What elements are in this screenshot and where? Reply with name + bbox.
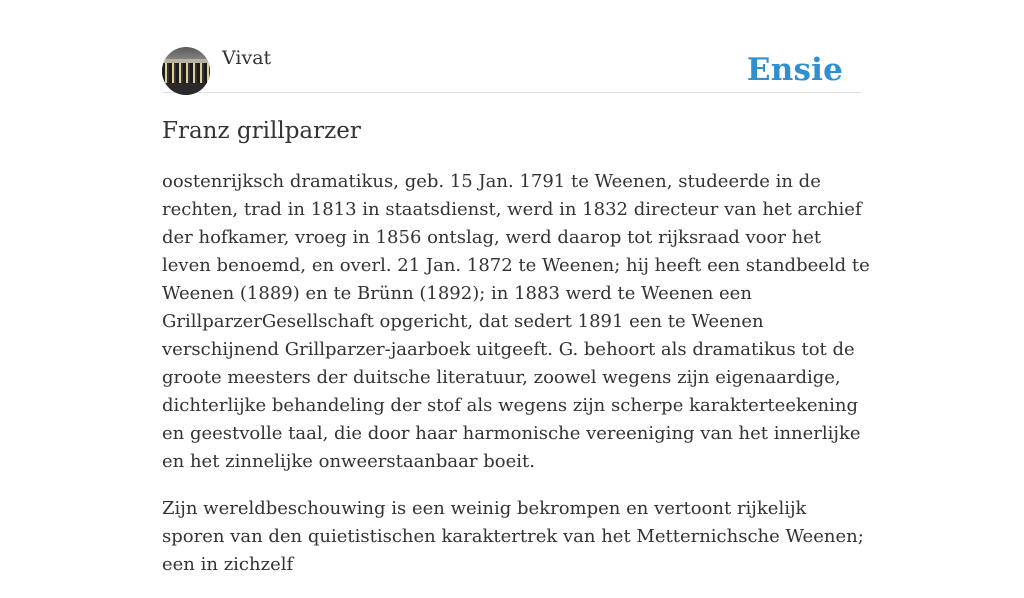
username-link[interactable]: Vivat bbox=[222, 47, 272, 69]
shelf-base-icon bbox=[162, 83, 210, 95]
article-body bbox=[162, 168, 872, 598]
page bbox=[162, 0, 870, 575]
avatar[interactable] bbox=[162, 47, 210, 95]
article-paragraph: oostenrijksch dramatikus, geb. 15 Jan. 1791 te Weenen, studeerde in de rechten, trad in 1813 in staatsdienst, werd in 1832 directeur van het archief der hofkamer, vroeg in 1856 ontslag, werd daarop tot rijksraad voor het leven benoemd, en overl. 21 Jan. 1872 te Weenen; hij heeft een standbeeld te Weenen (1889) en te Brünn (1892); in 1883 werd te Weenen een GrillparzerGesellschaft opgericht, dat sedert 1891 een te Weenen verschijnend Grillparzer-jaarboek uitgeeft. G. behoort als dramatikus tot de groote meesters der duitsche literatuur, zoowel wegens zijn eigenaardige, dichterlijke behandeling der stof als wegens zijn scherpe karakterteekening en geestvolle taal, die door haar harmonische vereeniging van het innerlijke en het zinnelijke onweerstaanbaar boeit. bbox=[162, 171, 870, 472]
article-paragraph: Zijn wereldbeschouwing is een weinig bekrompen en vertoont rijkelijk sporen van den quietistischen karaktertrek van het Metternichsche Weenen; een in zichzelf bbox=[162, 498, 864, 575]
page-title: Franz grillparzer bbox=[162, 118, 361, 144]
header bbox=[162, 0, 862, 93]
books-icon bbox=[162, 63, 210, 83]
brand-logo[interactable]: Ensie bbox=[746, 52, 843, 88]
